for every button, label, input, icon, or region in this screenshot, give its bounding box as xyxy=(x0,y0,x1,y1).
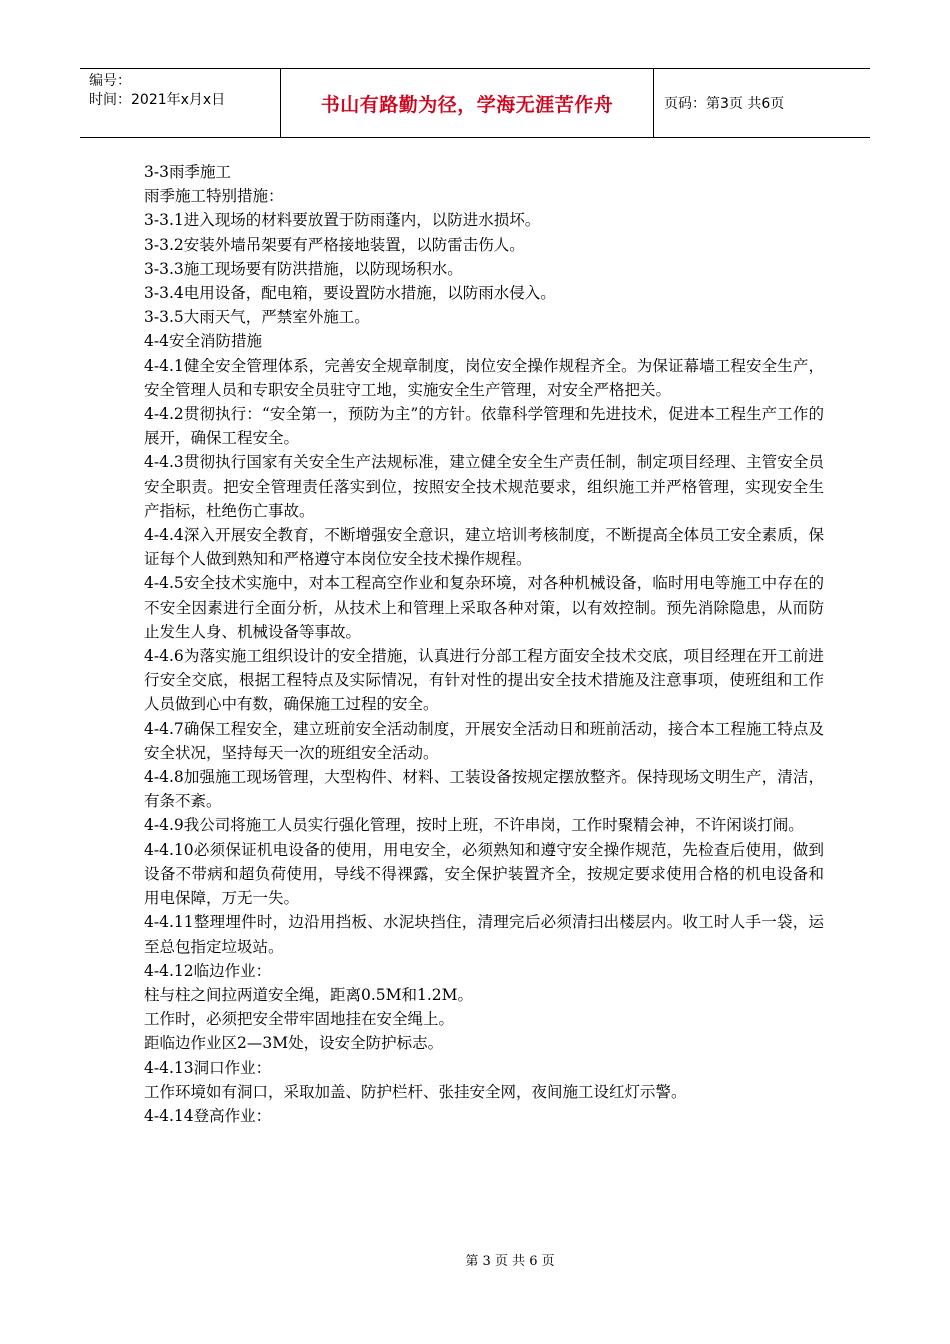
header-page-info: 页码：第3页 共6页 xyxy=(664,96,785,112)
paragraph: 4-4.4深入开展安全教育，不断增强安全意识，建立培训考核制度，不断提高全体员工安全素质，保证每个人做到熟知和严格遵守本岗位安全技术操作规程。 xyxy=(144,526,824,569)
page-header xyxy=(80,68,870,138)
document-number-label: 编号： xyxy=(89,73,131,89)
paragraph: 4-4.7确保工程安全，建立班前安全活动制度，开展安全活动日和班前活动，接合本工程施工特点及安全状况，坚持每天一次的班组安全活动。 xyxy=(144,719,824,762)
paragraph: 3-3.3施工现场要有防洪措施，以防现场积水。 xyxy=(144,259,463,278)
paragraph: 4-4.12临边作业： xyxy=(144,961,272,980)
paragraph: 4-4.11整理埋件时，边沿用挡板、水泥块挡住，清理完后必须清扫出楼层内。收工时人手一袋，运至总包指定垃圾站。 xyxy=(144,913,824,956)
header-meta xyxy=(80,69,281,137)
paragraph: 工作环境如有洞口，采取加盖、防护栏杆、张挂安全网，夜间施工设红灯示警。 xyxy=(144,1082,687,1101)
paragraph: 4-4.13洞口作业： xyxy=(144,1058,272,1077)
paragraph: 4-4安全消防措施 xyxy=(144,332,262,351)
page-footer: 第 3 页 共 6 页 xyxy=(465,1254,555,1269)
paragraph: 4-4.5安全技术实施中，对本工程高空作业和复杂环境，对各种机械设备，临时用电等施工中存在的不安全因素进行全面分析，从技术上和管理上采取各种对策，以有效控制。预先消除隐患，从而防止发生人身、机械设备等事故。 xyxy=(144,574,824,641)
paragraph: 3-3雨季施工 xyxy=(144,163,231,181)
paragraph: 3-3.1进入现场的材料要放置于防雨蓬内，以防进水损坏。 xyxy=(144,211,541,230)
paragraph: 4-4.9我公司将施工人员实行强化管理，按时上班，不许串岗，工作时聚精会神，不许闲谈打闹。 xyxy=(144,816,804,835)
paragraph: 4-4.3贯彻执行国家有关安全生产法规标准，建立健全安全生产责任制，制定项目经理、主管安全员安全职责。把安全管理责任落实到位，按照安全技术规范要求，组织施工并严格管理，实现安全生产指标，杜绝伤亡事故。 xyxy=(144,453,824,520)
document-body xyxy=(144,160,824,1128)
paragraph: 4-4.1健全安全管理体系，完善安全规章制度，岗位安全操作规程齐全。为保证幕墙工程安全生产，安全管理人员和专职安全员驻守工地，实施安全生产管理，对安全严格把关。 xyxy=(144,356,824,399)
paragraph: 雨季施工特别措施： xyxy=(144,187,284,206)
paragraph: 工作时，必须把安全带牢固地挂在安全绳上。 xyxy=(144,1010,455,1029)
paragraph: 4-4.8加强施工现场管理，大型构件、材料、工装设备按规定摆放整齐。保持现场文明生产，清洁，有条不紊。 xyxy=(144,768,824,811)
paragraph: 4-4.10必须保证机电设备的使用，用电安全，必须熟知和遵守安全操作规范，先检查后使用，做到设备不带病和超负荷使用，导线不得裸露，安全保护装置齐全，按规定要求使用合格的机电设备和用电保障，万无一失。 xyxy=(144,840,824,908)
paragraph: 4-4.2贯彻执行：“安全第一，预防为主”的方针。依靠科学管理和先进技术，促进本工程生产工作的展开，确保工程安全。 xyxy=(144,405,824,448)
document-date: 时间：2021年x月x日 xyxy=(89,92,226,108)
paragraph: 3-3.4电用设备，配电箱，要设置防水措施，以防雨水侵入。 xyxy=(144,284,556,303)
paragraph: 柱与柱之间拉两道安全绳，距离0.5M和1.2M。 xyxy=(144,985,474,1004)
paragraph: 3-3.5大雨天气，严禁室外施工。 xyxy=(144,308,370,327)
paragraph: 4-4.14登高作业： xyxy=(144,1106,272,1125)
paragraph: 3-3.2安装外墙吊架要有严格接地装置，以防雷击伤人。 xyxy=(144,235,525,254)
header-motto: 书山有路勤为径，学海无涯苦作舟 xyxy=(281,69,654,137)
paragraph: 距临边作业区2—3M处，设安全防护标志。 xyxy=(144,1034,444,1053)
paragraph: 4-4.6为落实施工组织设计的安全措施，认真进行分部工程方面安全技术交底，项目经理在开工前进行安全交底，根据工程特点及实际情况，有针对性的提出安全技术措施及注意事项，使班组和工作人员做到心中有数，确保施工过程的安全。 xyxy=(144,647,824,714)
